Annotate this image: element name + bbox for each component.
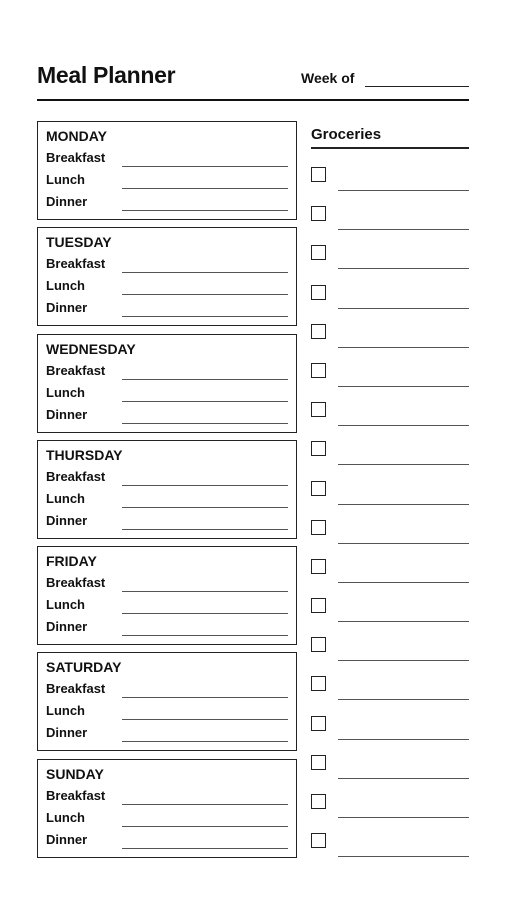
grocery-item	[311, 716, 469, 755]
grocery-entry-line[interactable]	[338, 582, 469, 583]
grocery-checkbox[interactable]	[311, 676, 326, 691]
meal-entry-line[interactable]	[122, 741, 288, 742]
meal-label: Breakfast	[46, 787, 106, 803]
day-box-friday	[37, 546, 297, 645]
day-name: SATURDAY	[46, 659, 122, 676]
meal-row-breakfast	[46, 256, 286, 274]
meal-label: Dinner	[46, 619, 88, 635]
meal-label: Breakfast	[46, 681, 106, 697]
week-of-field[interactable]	[365, 86, 469, 87]
grocery-checkbox[interactable]	[311, 637, 326, 652]
grocery-checkbox[interactable]	[311, 324, 326, 339]
grocery-checkbox[interactable]	[311, 167, 326, 182]
grocery-checkbox[interactable]	[311, 481, 326, 496]
grocery-checkbox[interactable]	[311, 833, 326, 848]
grocery-entry-line[interactable]	[338, 504, 469, 505]
meal-entry-line[interactable]	[122, 210, 288, 211]
meal-row-dinner	[46, 725, 286, 743]
grocery-item	[311, 481, 469, 520]
meal-entry-line[interactable]	[122, 697, 288, 698]
meal-row-breakfast	[46, 575, 286, 593]
meal-entry-line[interactable]	[122, 719, 288, 720]
grocery-entry-line[interactable]	[338, 347, 469, 348]
meal-entry-line[interactable]	[122, 485, 288, 486]
grocery-item	[311, 676, 469, 715]
grocery-item	[311, 245, 469, 284]
grocery-checkbox[interactable]	[311, 755, 326, 770]
grocery-item	[311, 363, 469, 402]
meal-label: Lunch	[46, 703, 85, 719]
meal-entry-line[interactable]	[122, 804, 288, 805]
grocery-entry-line[interactable]	[338, 386, 469, 387]
day-box-sunday	[37, 759, 297, 858]
meal-label: Breakfast	[46, 575, 106, 591]
grocery-entry-line[interactable]	[338, 308, 469, 309]
grocery-item	[311, 559, 469, 598]
grocery-entry-line[interactable]	[338, 425, 469, 426]
grocery-checkbox[interactable]	[311, 363, 326, 378]
meal-label: Dinner	[46, 300, 88, 316]
groceries-divider	[311, 147, 469, 149]
meal-row-lunch	[46, 172, 286, 190]
meal-entry-line[interactable]	[122, 826, 288, 827]
meal-label: Breakfast	[46, 468, 106, 484]
day-box-saturday	[37, 652, 297, 751]
day-name: FRIDAY	[46, 553, 97, 570]
meal-label: Breakfast	[46, 150, 106, 165]
meal-row-lunch	[46, 385, 286, 403]
grocery-list	[311, 167, 469, 872]
grocery-item	[311, 755, 469, 794]
meal-entry-line[interactable]	[122, 848, 288, 849]
grocery-checkbox[interactable]	[311, 245, 326, 260]
grocery-item	[311, 833, 469, 872]
meal-row-dinner	[46, 407, 286, 425]
grocery-entry-line[interactable]	[338, 856, 469, 857]
groceries-title: Groceries	[311, 126, 382, 143]
grocery-item	[311, 402, 469, 441]
grocery-item	[311, 285, 469, 324]
meal-label: Lunch	[46, 490, 85, 506]
meal-label: Lunch	[46, 809, 85, 825]
day-name: THURSDAY	[46, 446, 123, 463]
grocery-item	[311, 520, 469, 559]
meal-row-dinner	[46, 513, 286, 531]
meal-entry-line[interactable]	[122, 613, 288, 614]
grocery-entry-line[interactable]	[338, 817, 469, 818]
meal-entry-line[interactable]	[122, 423, 288, 424]
grocery-entry-line[interactable]	[338, 621, 469, 622]
meal-label: Dinner	[46, 406, 88, 422]
meal-entry-line[interactable]	[122, 316, 288, 317]
grocery-checkbox[interactable]	[311, 402, 326, 417]
meal-row-lunch	[46, 491, 286, 509]
meal-row-breakfast	[46, 150, 286, 168]
grocery-checkbox[interactable]	[311, 285, 326, 300]
meal-entry-line[interactable]	[122, 294, 288, 295]
meal-label: Lunch	[46, 278, 85, 294]
meal-row-dinner	[46, 194, 286, 212]
grocery-item	[311, 794, 469, 833]
meal-label: Lunch	[46, 384, 85, 400]
meal-label: Dinner	[46, 725, 88, 741]
meal-row-dinner	[46, 300, 286, 318]
meal-row-lunch	[46, 810, 286, 828]
meal-row-lunch	[46, 703, 286, 721]
grocery-checkbox[interactable]	[311, 559, 326, 574]
meal-entry-line[interactable]	[122, 401, 288, 402]
week-of-label: Week of	[301, 70, 355, 86]
day-box-monday	[37, 121, 297, 220]
grocery-entry-line[interactable]	[338, 660, 469, 661]
grocery-entry-line[interactable]	[338, 190, 469, 191]
days-column	[37, 121, 297, 865]
day-name: SUNDAY	[46, 765, 104, 782]
grocery-checkbox[interactable]	[311, 716, 326, 731]
meal-label: Breakfast	[46, 256, 106, 272]
meal-label: Breakfast	[46, 362, 106, 378]
grocery-entry-line[interactable]	[338, 464, 469, 465]
meal-row-lunch	[46, 278, 286, 296]
grocery-checkbox[interactable]	[311, 598, 326, 613]
grocery-checkbox[interactable]	[311, 794, 326, 809]
day-box-thursday	[37, 440, 297, 539]
grocery-checkbox[interactable]	[311, 520, 326, 535]
grocery-item	[311, 598, 469, 637]
page-title: Meal Planner	[37, 62, 176, 88]
meal-entry-line[interactable]	[122, 379, 288, 380]
meal-entry-line[interactable]	[122, 591, 288, 592]
meal-label: Dinner	[46, 831, 88, 847]
meal-label: Dinner	[46, 512, 88, 528]
meal-entry-line[interactable]	[122, 188, 288, 189]
header-divider	[37, 99, 469, 101]
meal-row-lunch	[46, 597, 286, 615]
grocery-entry-line[interactable]	[338, 778, 469, 779]
day-name: MONDAY	[46, 128, 107, 144]
meal-row-dinner	[46, 832, 286, 850]
grocery-item	[311, 206, 469, 245]
meal-label: Dinner	[46, 194, 88, 209]
meal-row-breakfast	[46, 788, 286, 806]
meal-row-breakfast	[46, 469, 286, 487]
meal-entry-line[interactable]	[122, 635, 288, 636]
grocery-checkbox[interactable]	[311, 206, 326, 221]
grocery-entry-line[interactable]	[338, 739, 469, 740]
meal-row-breakfast	[46, 681, 286, 699]
grocery-checkbox[interactable]	[311, 441, 326, 456]
meal-label: Lunch	[46, 172, 85, 187]
meal-entry-line[interactable]	[122, 529, 288, 530]
grocery-item	[311, 324, 469, 363]
day-name: TUESDAY	[46, 234, 112, 251]
grocery-entry-line[interactable]	[338, 268, 469, 269]
meal-entry-line[interactable]	[122, 507, 288, 508]
grocery-entry-line[interactable]	[338, 229, 469, 230]
grocery-entry-line[interactable]	[338, 699, 469, 700]
meal-row-breakfast	[46, 363, 286, 381]
grocery-item	[311, 441, 469, 480]
meal-entry-line[interactable]	[122, 272, 288, 273]
day-box-tuesday	[37, 227, 297, 326]
grocery-item	[311, 167, 469, 206]
meal-row-dinner	[46, 619, 286, 637]
grocery-item	[311, 637, 469, 676]
meal-label: Lunch	[46, 597, 85, 613]
day-box-wednesday	[37, 334, 297, 433]
grocery-entry-line[interactable]	[338, 543, 469, 544]
meal-entry-line[interactable]	[122, 166, 288, 167]
day-name: WEDNESDAY	[46, 340, 136, 357]
